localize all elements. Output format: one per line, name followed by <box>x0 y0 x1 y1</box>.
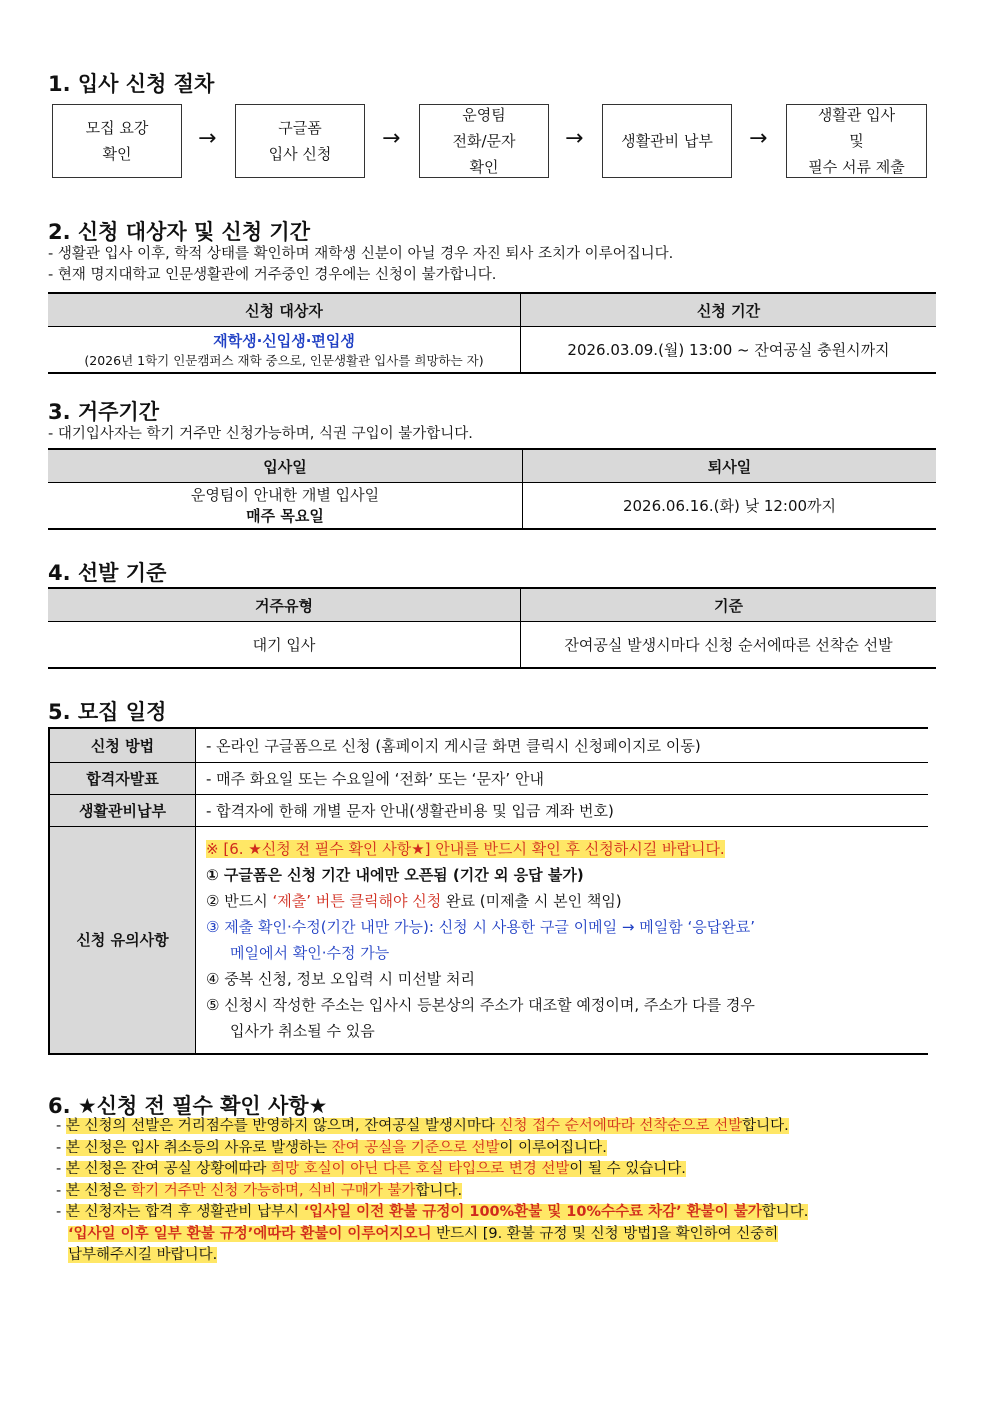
flow-step-4: 생활관비 납부 <box>602 104 732 178</box>
check-4: - 본 신청은 학기 거주만 신청 가능하며, 식비 구매가 불가합니다. <box>56 1182 463 1199</box>
applicant-table <box>48 292 936 374</box>
note-5a: ⑤ 신청시 작성한 주소는 입사시 등본상의 주소가 대조할 예정이며, 주소가 다를 경우 <box>206 995 755 1014</box>
check-3: - 본 신청은 잔여 공실 상황에따라 희망 호실이 아닌 다른 호실 타입으로 변경 선발이 될 수 있습니다. <box>56 1161 686 1177</box>
period-header: 신청 기간 <box>521 293 937 327</box>
announce-label: 합격자발표 <box>49 762 196 794</box>
period-cell: 2026.03.09.(월) 13:00 ~ 잔여공실 충원시까지 <box>521 327 937 373</box>
note-4: ④ 중복 신청, 정보 오입력 시 미선발 처리 <box>206 969 475 988</box>
applicant-cell <box>48 327 521 373</box>
schedule-table <box>48 727 928 1055</box>
residence-table <box>48 448 936 530</box>
note-2: ② 반드시 ‘제출’ 버튼 클릭해야 신청 완료 (미제출 시 본인 책임) <box>206 891 622 910</box>
method-value: - 온라인 구글폼으로 신청 (홈페이지 게시글 화면 클릭시 신청페이지로 이동) <box>196 728 929 762</box>
move-in-line-1: 운영팀이 안내한 개별 입사일 <box>190 486 380 505</box>
check-5: - 본 신청자는 합격 후 생활관비 납부시 ‘입사일 이전 환불 규정이 100%환불 및 10%수수료 차감’ 환불이 불가합니다. <box>56 1204 809 1220</box>
section-2-title: 2. 신청 대상자 및 신청 기간 <box>48 220 311 244</box>
note-5b: 입사가 취소될 수 있음 <box>230 1021 375 1040</box>
section-3-note: - 대기입사자는 학기 거주만 신청가능하며, 식권 구입이 불가합니다. <box>48 426 473 442</box>
notes-list <box>196 826 929 1054</box>
flow-step-2: 구글폼 입사 신청 <box>235 104 365 178</box>
criteria-cell: 잔여공실 발생시마다 신청 순서에따른 선착순 선발 <box>521 622 937 668</box>
section-5-title: 5. 모집 일정 <box>48 700 167 724</box>
checklist <box>56 1116 956 1267</box>
flow-arrow-3: → <box>565 126 584 151</box>
target-sub: (2026년 1학기 인문캠퍼스 재학 중으로, 인문생활관 입사를 희망하는 자) <box>84 352 484 368</box>
section-4-title: 4. 선발 기준 <box>48 561 167 585</box>
note-0: ※ [6. ★신청 전 필수 확인 사항★] 안내를 반드시 확인 후 신청하시길 바랍니다. <box>206 839 725 858</box>
section-6-title: 6. ★신청 전 필수 확인 사항★ <box>48 1094 328 1118</box>
move-out-header: 퇴사일 <box>523 449 937 483</box>
check-2: - 본 신청은 입사 취소등의 사유로 발생하는 잔여 공실을 기준으로 선발이 이루어집니다. <box>56 1139 607 1156</box>
note-3a: ③ 제출 확인·수정(기간 내만 가능): 신청 시 사용한 구글 이메일 → 메일함 ‘응답완료’ <box>206 917 755 936</box>
payment-label: 생활관비납부 <box>49 794 196 826</box>
target-main: 재학생·신입생·편입생 <box>213 331 355 350</box>
applicant-header: 신청 대상자 <box>48 293 521 327</box>
section-2-note-2: - 현재 명지대학교 인문생활관에 거주중인 경우에는 신청이 불가합니다. <box>48 267 497 283</box>
check-6: ‘입사일 이후 일부 환불 규정’에따라 환불이 이루어지오니 반드시 [9. 환불 규정 및 신청 방법]을 확인하여 신중히 <box>68 1225 779 1242</box>
move-in-header: 입사일 <box>48 449 523 483</box>
move-in-line-2: 매주 목요일 <box>246 507 324 526</box>
check-1: - 본 신청의 선발은 거리점수를 반영하지 않으며, 잔여공실 발생시마다 신청 접수 순서에따라 선착순으로 선발합니다. <box>56 1118 789 1134</box>
section-1-title: 1. 입사 신청 절차 <box>48 72 215 96</box>
move-out-cell: 2026.06.16.(화) 낮 12:00까지 <box>523 483 937 529</box>
flow-step-5: 생활관 입사 및 필수 서류 제출 <box>786 104 927 178</box>
flow-arrow-4: → <box>749 126 768 151</box>
note-3b: 메일에서 확인·수정 가능 <box>230 943 390 962</box>
section-2-note-1: - 생활관 입사 이후, 학적 상태를 확인하며 재학생 신분이 아닐 경우 자진 퇴사 조치가 이루어집니다. <box>48 246 674 262</box>
type-header: 거주유형 <box>48 588 521 622</box>
selection-table <box>48 587 936 669</box>
announce-value: - 매주 화요일 또는 수요일에 ‘전화’ 또는 ‘문자’ 안내 <box>196 762 929 794</box>
method-label: 신청 방법 <box>49 728 196 762</box>
flow-step-1: 모집 요강 확인 <box>52 104 182 178</box>
flow-arrow-2: → <box>382 126 401 151</box>
type-cell: 대기 입사 <box>48 622 521 668</box>
criteria-header: 기준 <box>521 588 937 622</box>
notes-label: 신청 유의사항 <box>49 826 196 1054</box>
check-7: 납부해주시길 바랍니다. <box>68 1247 218 1263</box>
section-3-title: 3. 거주기간 <box>48 400 160 424</box>
payment-value: - 합격자에 한해 개별 문자 안내(생활관비용 및 입금 계좌 번호) <box>196 794 929 826</box>
flow-step-3: 운영팀 전화/문자 확인 <box>419 104 549 178</box>
flow-arrow-1: → <box>198 126 217 151</box>
note-1: ① 구글폼은 신청 기간 내에만 오픈됨 (기간 외 응답 불가) <box>206 865 584 884</box>
move-in-cell <box>48 483 523 529</box>
